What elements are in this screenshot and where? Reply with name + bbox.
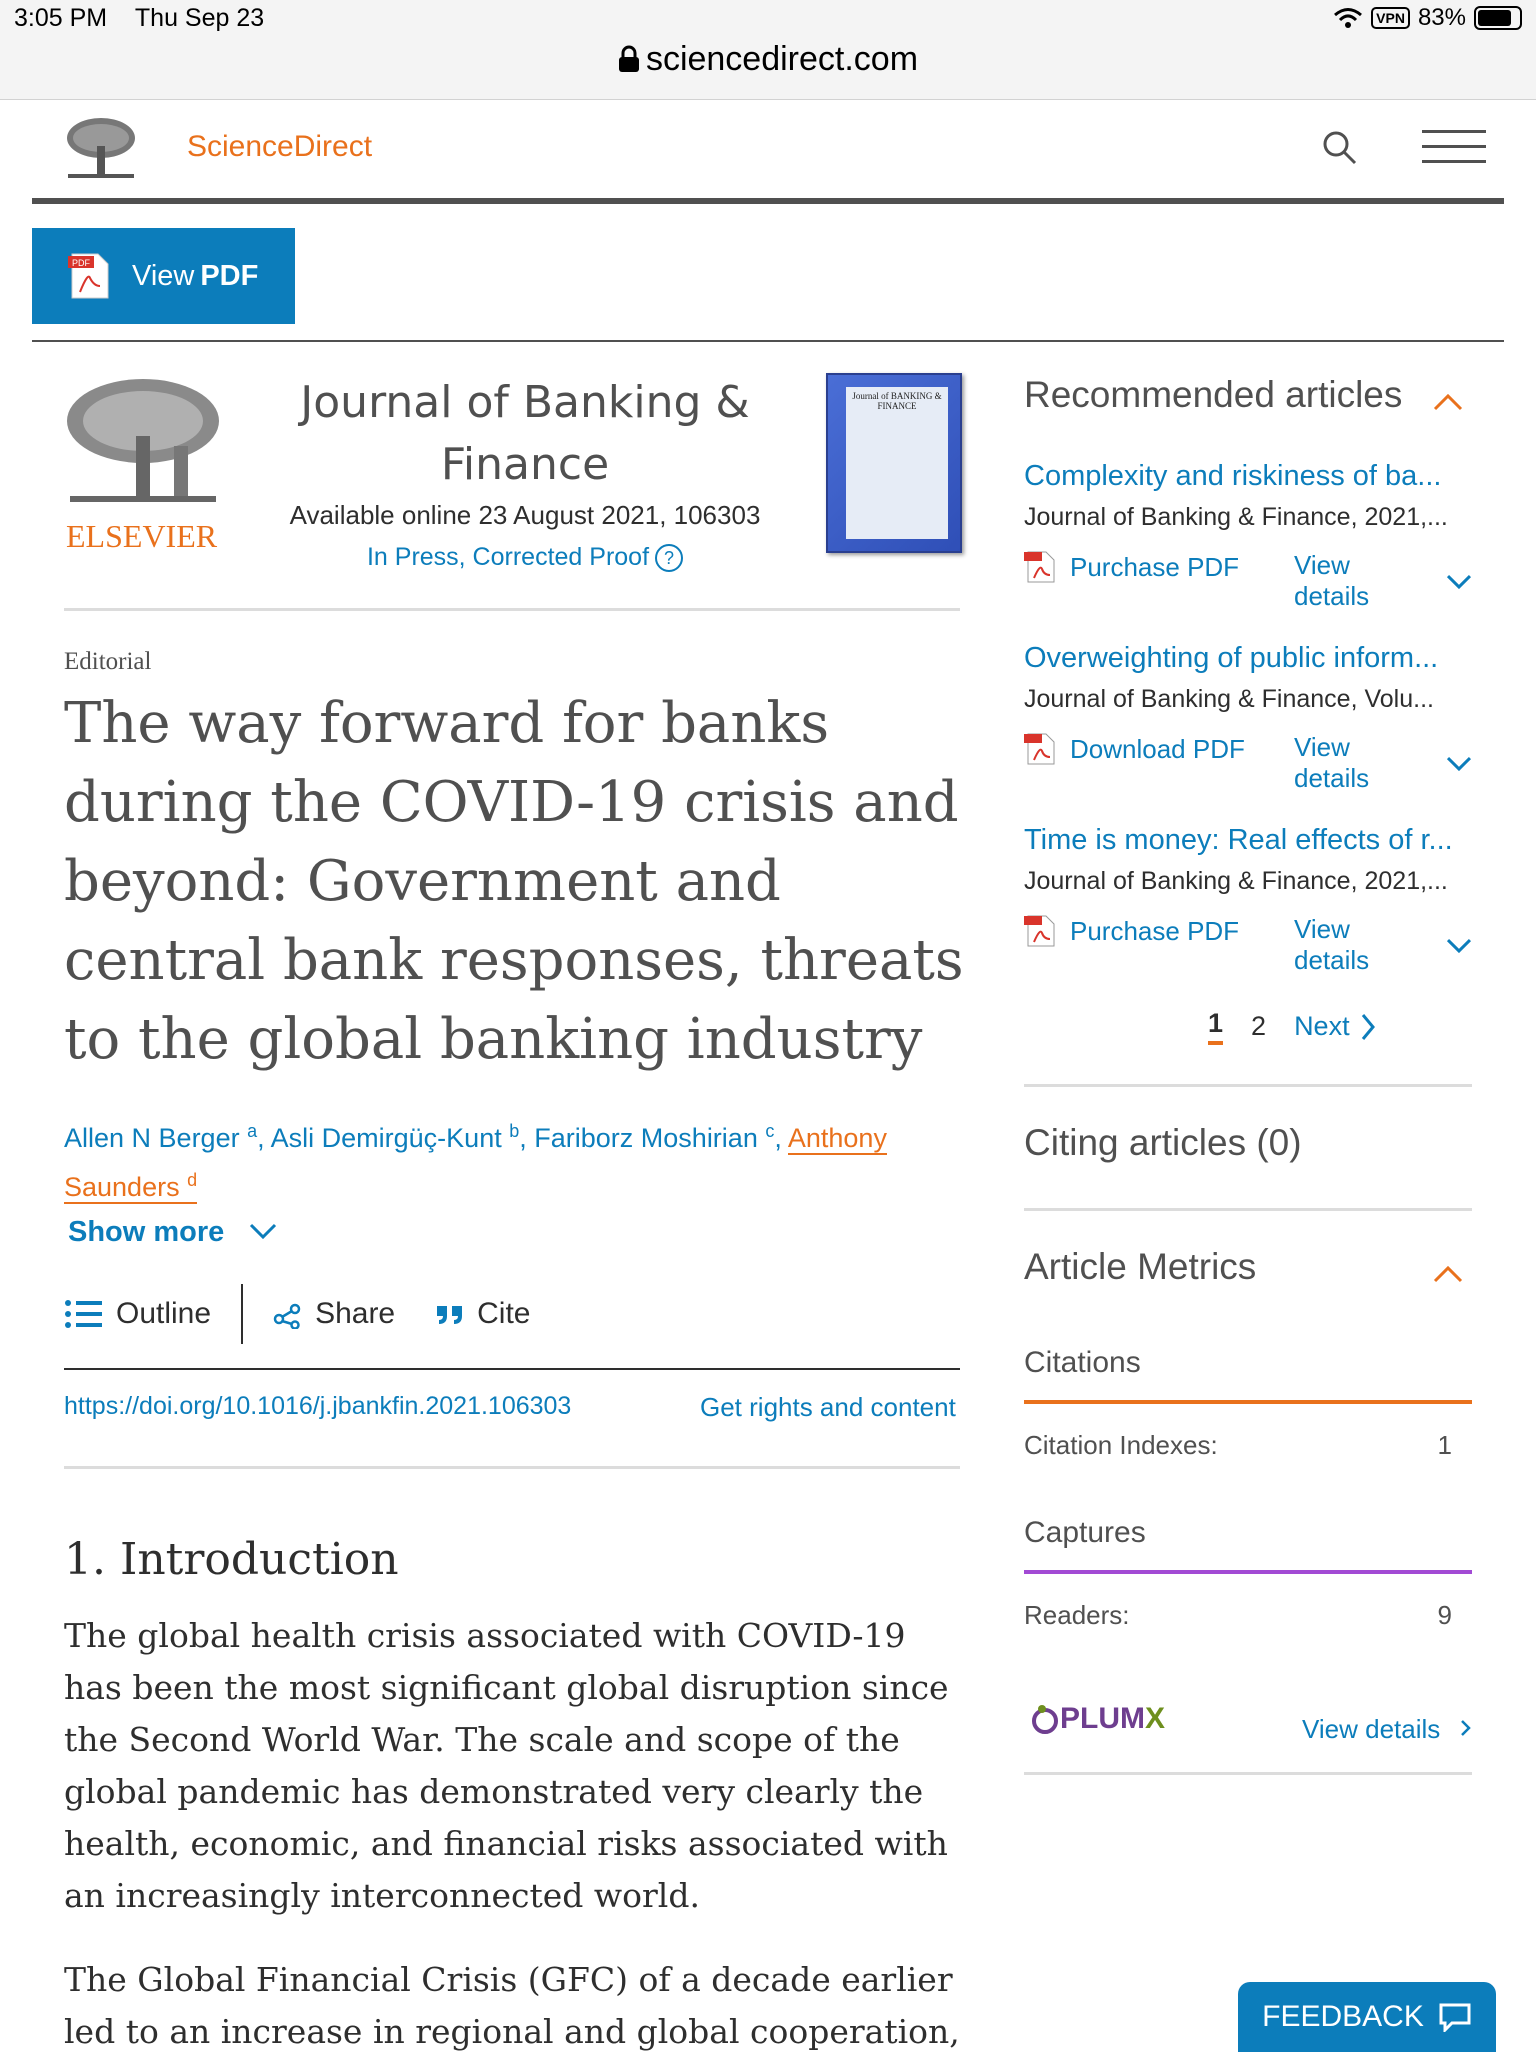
rights-link[interactable]: Get rights and content <box>700 1392 956 1422</box>
hamburger-menu-icon[interactable] <box>1422 130 1486 164</box>
recommended-article <box>1024 460 1472 611</box>
status-icons <box>1333 4 1522 32</box>
journal-divider <box>64 608 960 611</box>
view-details-button[interactable]: View details <box>1294 914 1472 976</box>
cover-title: Journal of BANKING & FINANCE <box>852 391 942 411</box>
article-metrics-heading[interactable]: Article Metrics <box>1024 1246 1464 1288</box>
pdf-icon <box>1024 914 1056 948</box>
article-toolbar <box>64 1284 530 1344</box>
body-paragraph: The global health crisis associated with COVID-19 has been the most significant global disruption since the Second World War. The scale and scope of the global pandemic has demonstrated very clearly the health, economic, and financial risks associated with an increasingly interconnected world. <box>64 1616 949 1915</box>
readers-row: Readers: 9 <box>1024 1600 1452 1630</box>
available-online: Available online 23 August 2021, 106303 <box>289 500 761 530</box>
plumx-view-details[interactable]: View details <box>1302 1714 1472 1745</box>
sciencedirect-brand[interactable]: ScienceDirect <box>187 130 373 163</box>
author-list: Allen N Berger $^a$, Asli Demirgüç-Kunt $^b$, Fariborz Moshirian $^c$, Anthony Saunders $^d$ <box>64 1121 887 1202</box>
elsevier-tree-logo[interactable] <box>64 116 138 182</box>
toolbar-divider <box>64 1368 960 1370</box>
elsevier-logo[interactable] <box>64 376 222 516</box>
list-icon <box>64 1299 104 1329</box>
recommended-article <box>1024 824 1472 975</box>
view-pdf-label: View <box>132 259 195 292</box>
article-title: The way forward for banks during the COVID-19 crisis and beyond: Government and central bank responses, threats to the global banking industry <box>64 691 964 1072</box>
plumx-logo[interactable]: PLUMX <box>1030 1702 1165 1736</box>
pagination <box>1208 1008 1376 1045</box>
chevron-down-icon <box>1446 755 1472 771</box>
chevron-up-icon <box>1432 392 1464 412</box>
plumx-icon <box>1030 1704 1060 1734</box>
chevron-down-icon <box>248 1221 278 1241</box>
article-type: Editorial <box>64 648 152 675</box>
url-text: sciencedirect.com <box>645 40 919 78</box>
recommended-heading[interactable]: Recommended articles <box>1024 374 1464 416</box>
help-icon[interactable]: ? <box>655 544 683 572</box>
doi-divider <box>64 1466 960 1469</box>
page-1[interactable]: 1 <box>1208 1008 1223 1045</box>
share-icon <box>273 1299 303 1329</box>
citing-articles-heading[interactable]: Citing articles (0) <box>1024 1122 1302 1163</box>
author-link[interactable]: Anthony Saunders $^d$ <box>64 1123 887 1202</box>
download-pdf-button[interactable]: Download PDF <box>1024 732 1245 766</box>
body-paragraph: The Global Financial Crisis (GFC) of a decade earlier led to an increase in regional and global cooperation, <box>64 1960 960 2051</box>
battery-icon <box>1474 6 1522 30</box>
section-heading: 1. Introduction <box>64 1534 399 1585</box>
site-header <box>32 100 1504 204</box>
recommended-title[interactable]: Time is money: Real effects of r... <box>1024 824 1453 856</box>
journal-cover[interactable] <box>826 373 962 553</box>
captures-bar <box>1024 1570 1472 1574</box>
chevron-right-icon <box>1360 1012 1376 1042</box>
author-link[interactable]: Fariborz Moshirian $^c$ <box>534 1121 775 1153</box>
next-page-button[interactable]: Next <box>1294 1011 1376 1042</box>
in-press-status[interactable] <box>280 543 770 572</box>
citations-bar <box>1024 1400 1472 1404</box>
pdf-icon <box>1024 732 1056 766</box>
wifi-icon <box>1333 7 1363 29</box>
view-details-button[interactable]: View details <box>1294 550 1472 612</box>
cite-button[interactable] <box>435 1297 530 1331</box>
recommended-title[interactable]: Complexity and riskiness of ba... <box>1024 460 1442 492</box>
view-pdf-strong: PDF <box>200 259 259 292</box>
recommended-title[interactable]: Overweighting of public inform... <box>1024 642 1439 674</box>
pdf-icon <box>1024 550 1056 584</box>
author-link[interactable]: Allen N Berger $^a$ <box>64 1121 258 1153</box>
browser-status-bar <box>0 0 1536 100</box>
pdf-icon <box>68 252 110 300</box>
recommended-source: Journal of Banking & Finance, 2021,... <box>1024 503 1448 531</box>
lock-icon <box>618 45 640 73</box>
citation-indexes-row: Citation Indexes: 1 <box>1024 1430 1452 1460</box>
feedback-button[interactable]: FEEDBACK <box>1238 1982 1496 2052</box>
recommended-source: Journal of Banking & Finance, 2021,... <box>1024 867 1448 895</box>
view-details-button[interactable]: View details <box>1294 732 1472 794</box>
view-pdf-button[interactable] <box>32 228 295 324</box>
recommended-article <box>1024 642 1472 793</box>
cite-label: Cite <box>477 1297 531 1330</box>
quote-icon <box>435 1302 465 1326</box>
elsevier-wordmark: ELSEVIER <box>66 518 218 554</box>
chevron-right-icon <box>1460 1718 1472 1738</box>
citations-heading: Citations <box>1024 1346 1141 1379</box>
journal-name[interactable]: Journal of Banking & Finance <box>300 377 750 490</box>
chevron-down-icon <box>1446 937 1472 953</box>
sidebar-divider <box>1024 1208 1472 1211</box>
chevron-up-icon <box>1432 1264 1464 1284</box>
author-link[interactable]: Asli Demirgüç-Kunt $^b$ <box>270 1121 520 1153</box>
status-time: 3:05 PM Thu Sep 23 <box>14 4 265 32</box>
address-bar[interactable] <box>0 40 1536 79</box>
purchase-pdf-button[interactable]: Purchase PDF <box>1024 550 1239 584</box>
battery-percent: 83% <box>1417 4 1466 31</box>
page-2[interactable]: 2 <box>1251 1011 1267 1041</box>
toolbar-separator <box>241 1284 243 1344</box>
share-button[interactable] <box>273 1297 395 1331</box>
purchase-pdf-button[interactable]: Purchase PDF <box>1024 914 1239 948</box>
sidebar-divider <box>1024 1084 1472 1087</box>
in-press-label: In Press, Corrected Proof <box>366 543 650 571</box>
svg-text:PDF: PDF <box>72 258 90 268</box>
chat-bubble-icon <box>1438 2002 1472 2032</box>
outline-label: Outline <box>116 1297 212 1330</box>
search-icon[interactable] <box>1322 130 1358 166</box>
outline-button[interactable] <box>64 1297 211 1331</box>
captures-heading: Captures <box>1024 1516 1146 1549</box>
share-label: Share <box>315 1297 396 1330</box>
header-divider <box>32 340 1504 342</box>
show-more-button[interactable]: Show more <box>68 1216 278 1249</box>
chevron-down-icon <box>1446 573 1472 589</box>
recommended-source: Journal of Banking & Finance, Volu... <box>1024 685 1434 713</box>
vpn-badge: VPN <box>1371 7 1410 29</box>
doi-link[interactable]: https://doi.org/10.1016/j.jbankfin.2021.106303 <box>64 1392 572 1420</box>
sidebar-divider <box>1024 1772 1472 1775</box>
